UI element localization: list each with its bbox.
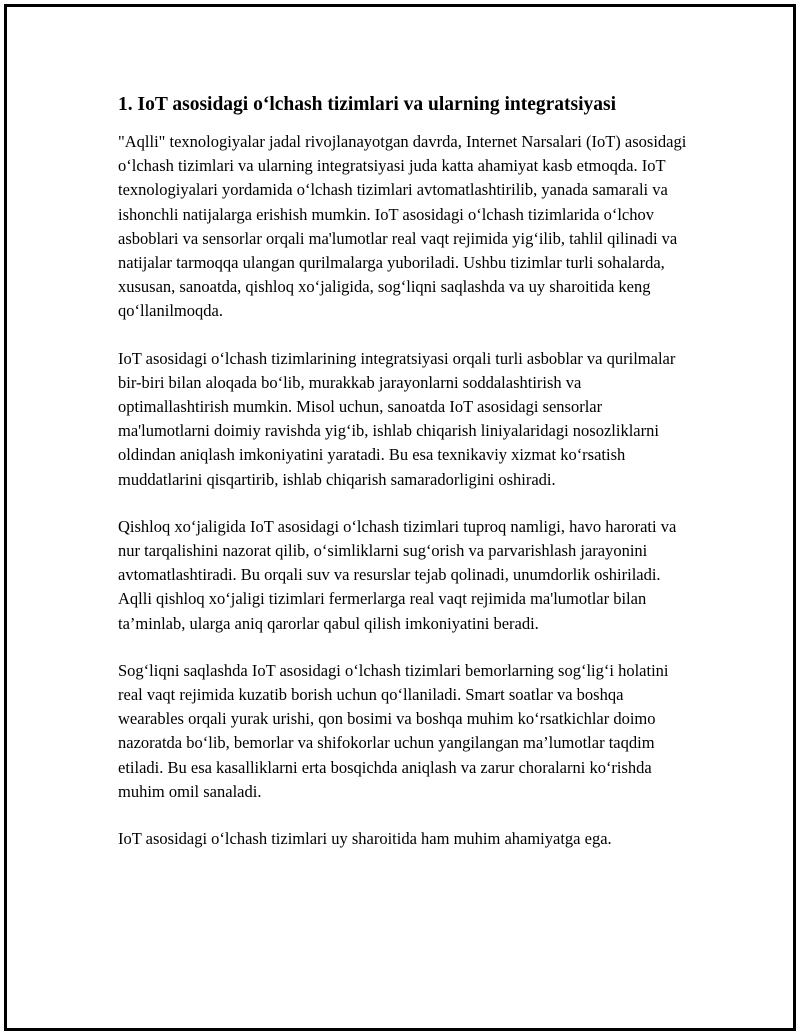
- document-body: [118, 92, 688, 874]
- paragraph-intro: "Aqlli" texnologiyalar jadal rivojlanayotgan davrda, Internet Narsalari (IoT) asosidagi o‘lchash tizimlari va ularning integratsiyasi juda katta ahamiyat kasb etmoqda. IoT texnologiyalari yordamida o‘lchash tizimlari avtomatlashtirilib, yanada samarali va ishonchli natijalarga erishish mumkin. IoT asosidagi o‘lchash tizimlarida o‘lchov asboblari va sensorlar orqali ma'lumotlar real vaqt rejimida yig‘ilib, tahlil qilinadi va natijalar tarmoqqa ulangan qurilmalarga yuboriladi. Ushbu tizimlar turli sohalarda, xususan, sanoatda, qishloq xo‘jaligida, sog‘liqni saqlashda va uy sharoitida keng qo‘llanilmoqda.: [118, 132, 687, 321]
- paragraph-healthcare: Sog‘liqni saqlashda IoT asosidagi o‘lchash tizimlari bemorlarning sog‘lig‘i holatini real vaqt rejimida kuzatib borish uchun qo‘llaniladi. Smart soatlar va boshqa wearables orqali yurak urishi, qon bosimi va boshqa muhim ko‘rsatkichlar doimo nazoratda bo‘lib, bemorlar va shifokorlar uchun yangilangan ma’lumotlar taqdim etiladi. Bu esa kasalliklarni erta bosqichda aniqlash va zarur choralarni ko‘rishda muhim omil sanaladi.: [118, 660, 669, 801]
- section-heading: 1. IoT asosidagi o‘lchash tizimlari va ularning integratsiyasi: [118, 94, 617, 115]
- paragraph-agriculture: Qishloq xo‘jaligida IoT asosidagi o‘lchash tizimlari tuproq namligi, havo harorati va nur tarqalishini nazorat qilib, o‘simliklarni sug‘orish va parvarishlash jarayonini avtomatlashtiradi. Bu orqali suv va resurslar tejab qolinadi, unumdorlik oshiriladi. Aqlli qishloq xo‘jaligi tizimlari fermerlarga real vaqt rejimida ma'lumotlar bilan ta’minlab, ularga aniq qarorlar qabul qilish imkoniyatini beradi.: [118, 516, 677, 633]
- paragraph-integration: IoT asosidagi o‘lchash tizimlarining integratsiyasi orqali turli asboblar va qurilmalar bir-biri bilan aloqada bo‘lib, murakkab jarayonlarni soddalashtirish va optimallashtirish mumkin. Misol uchun, sanoatda IoT asosidagi sensorlar ma'lumotlarni doimiy ravishda yig‘ib, ishlab chiqarish liniyalaridagi nosozliklarni oldindan aniqlash imkoniyatini yaratadi. Bu esa texnikaviy xizmat ko‘rsatish muddatlarini qisqartirib, ishlab chiqarish samaradorligini oshiradi.: [118, 348, 676, 489]
- paragraph-home: IoT asosidagi o‘lchash tizimlari uy sharoitida ham muhim ahamiyatga ega.: [118, 829, 612, 849]
